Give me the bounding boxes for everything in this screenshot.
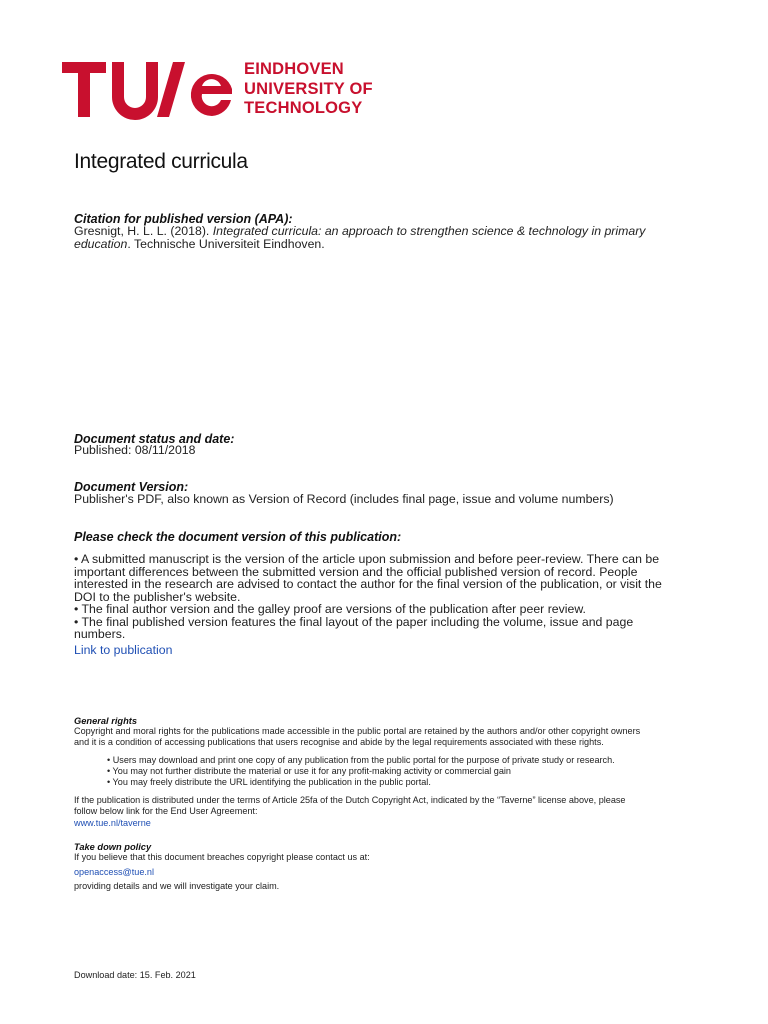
takedown-line: If you believe that this document breaches copyright please contact us at: [74,852,370,862]
rights-text [74,726,734,748]
rights-bullet: • Users may download and print one copy of any publication from the public portal for the purpose of private study or research. [107,755,615,765]
taverne-link[interactable]: www.tue.nl/taverne [74,818,151,828]
check-line: numbers. [74,627,126,641]
status-heading: Document status and date: [74,432,235,446]
rights-bullet: • You may not further distribute the material or use it for any profit-making activity or commercial gain [107,765,511,776]
taverne-line: If the publication is distributed under the terms of Article 25fa of the Dutch Copyright Act, indicated by the “Taverne” license above, please [74,795,626,805]
takedown-after: providing details and we will investigate your claim. [74,881,280,891]
citation-title: Integrated curricula: an approach to strengthen science & technology in primary [212,224,646,238]
rights-bullet: • You may freely distribute the URL identifying the publication in the public portal. [107,776,431,787]
status-value: Published: 08/11/2018 [74,443,196,457]
rights-bullets [107,755,727,787]
takedown-heading: Take down policy [74,842,152,852]
rights-line: Copyright and moral rights for the publications made accessible in the public portal are retained by the authors and/or other copyright owners [74,726,641,736]
check-line: • The final published version features the final layout of the paper including the volume, issue and page [74,614,634,629]
citation-authors: Gresnigt, H. L. L. (2018). [74,224,210,238]
citation-publisher: . Technische Universiteit Eindhoven. [127,236,325,251]
rights-line: and it is a condition of accessing publications that users recognise and abide by the legal requirements associated with these rights. [74,736,604,747]
link-to-publication[interactable]: Link to publication [74,643,173,657]
check-text [74,553,714,641]
version-heading: Document Version: [74,480,189,494]
check-heading: Please check the document version of this publication: [74,530,402,544]
citation-title-cont: education [74,236,128,251]
takedown-email-link[interactable]: openaccess@tue.nl [74,867,155,877]
check-line: • A submitted manuscript is the version of the article upon submission and before peer-review. There can be [74,552,660,566]
check-line: interested in the research are advised to contact the author for the final version of the publication, or visit the [74,577,662,591]
check-line: • The final author version and the galley proof are versions of the publication after peer review. [74,602,586,616]
taverne-text [74,795,734,817]
citation-text [74,225,714,250]
citation-heading: Citation for published version (APA): [74,212,293,226]
download-date: Download date: 15. Feb. 2021 [74,970,196,980]
rights-heading: General rights [74,716,138,726]
logo-line-2: UNIVERSITY OF [244,79,373,98]
check-line: DOI to the publisher's website. [74,589,241,604]
document-title: Integrated curricula [74,150,248,173]
taverne-line: follow below link for the End User Agreement: [74,805,258,816]
check-line: important differences between the submitted version and the official published version of record. People [74,564,638,579]
logo-line-1: EINDHOVEN [244,60,344,78]
logo-line-3: TECHNOLOGY [244,99,363,117]
university-name [244,60,373,119]
version-value: Publisher's PDF, also known as Version of Record (includes final page, issue and volume numbers) [74,492,614,506]
